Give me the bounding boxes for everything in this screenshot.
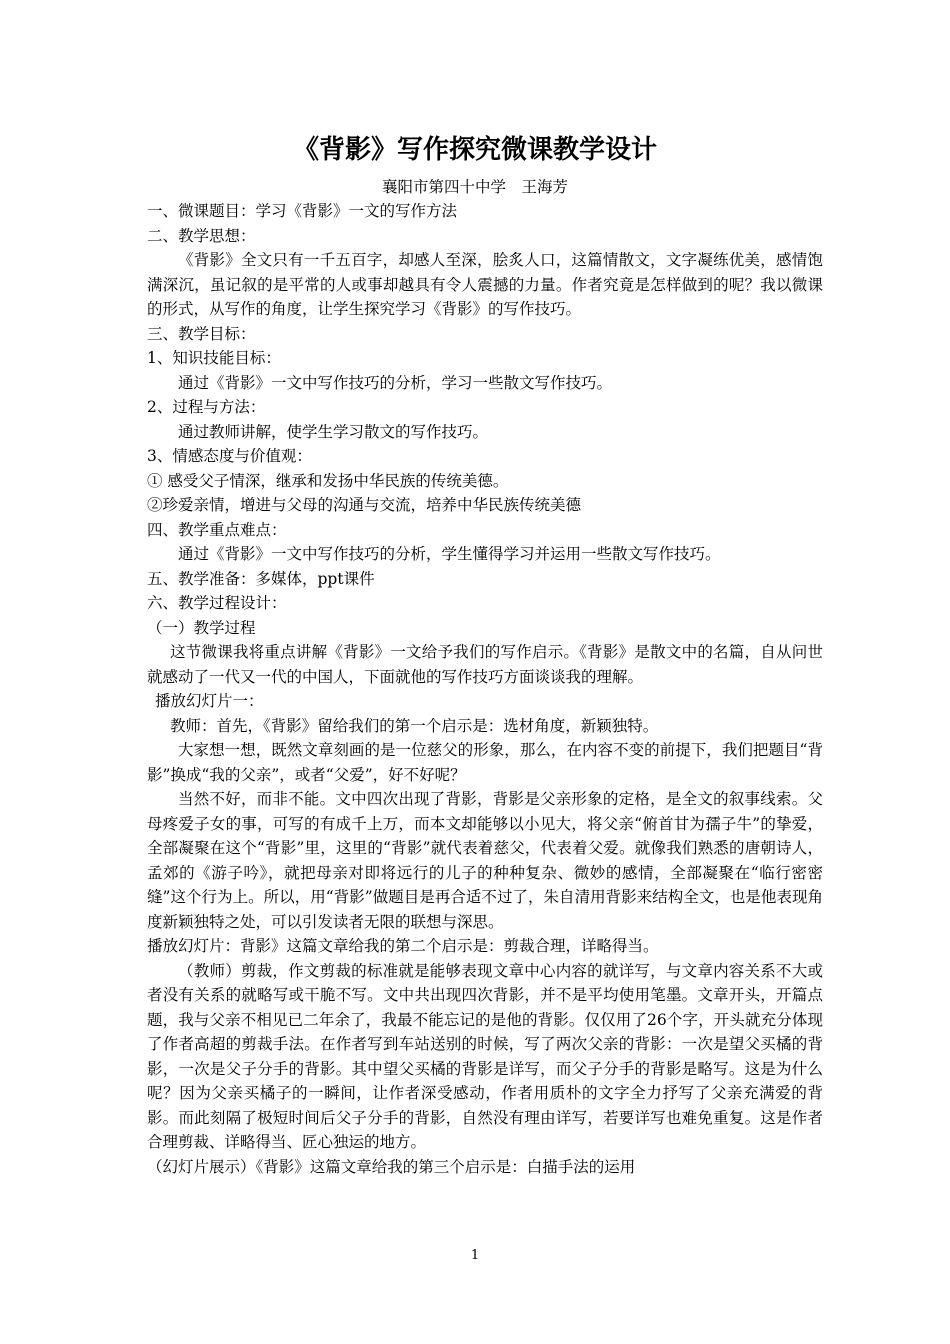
paragraph-thought: 《背影》全文只有一千五百字，却感人至深，脍炙人口，这篇情散文，文字凝练优美，感情饱满深沉，虽记叙的是平常的人或事却越具有令人震撼的力量。作者究竟是怎样做到的呢？我以微课的形式，从写作的角度，让学生探究学习《背影》的写作技巧。	[147, 251, 823, 318]
goal-3-item-2: ②珍爱亲情，增进与父母的沟通与交流，培养中华民族传统美德	[147, 496, 582, 514]
section-topic: 一、微课题目：学习《背影》一文的写作方法	[147, 202, 458, 220]
key-text: 通过《背影》一文中写作技巧的分析，学生懂得学习并运用一些散文写作技巧。	[178, 545, 721, 563]
goal-1-text: 通过《背影》一文中写作技巧的分析，学习一些散文写作技巧。	[178, 373, 613, 392]
document-body	[147, 199, 823, 1179]
paragraph-answer: 当然不好，而非不能。文中四次出现了背影，背影是父亲形象的定格，是全文的叙事线索。父母疼爱子女的事，可写的有成千上万，而本文却能够以小见大，将父亲“俯首甘为孺子牛”的挚爱，全部凝聚在这个“背影”里，这里的“背影”就代表着慈父，代表着父爱。就像我们熟悉的唐朝诗人，孟郊的《游子吟》，就把母亲对即将远行的儿子的种种复杂、微妙的感情，全部凝聚在“临行密密缝”这个行为上。所以，用“背影”做题目是再合适不过了，朱自清用背影来结构全文，也是他表现角度新颖独特之处，可以引发读者无限的联想与深思。	[147, 790, 823, 931]
slide-3-label: （幻灯片展示）《背影》这篇文章给我的第三个启示是：白描手法的运用	[147, 1157, 636, 1176]
goal-2-text: 通过教师讲解，使学生学习散文的写作技巧。	[178, 422, 489, 441]
goal-3-item-1: ① 感受父子情深，继承和发扬中华民族的传统美德。	[147, 471, 509, 490]
author-line: 襄阳市第四十中学 王海芳	[381, 178, 568, 196]
paragraph-think: 大家想一想，既然文章刻画的是一位慈父的形象，那么，在内容不变的前提下，我们把题目“背影”换成“我的父亲”，或者“父爱”，好不好呢？	[147, 741, 823, 784]
paragraph-cut: （教师）剪裁，作文剪裁的标准就是能够表现文章中心内容的就详写，与文章内容关系不大或者没有关系的就略写或干脆不写。文中共出现四次背影，并不是平均使用笔墨。文章开头，开篇点题，我与父亲不相见已二年余了，我最不能忘记的是他的背影。仅仅用了26个字，开头就充分体现了作者高超的剪裁手法。在作者写到车站送别的时候，写了两次父亲的背影：一次是望父买橘的背影，一次是父子分手的背影。其中望父买橘的背影是详写，而父子分手的背影是略写。这是为什么呢？因为父亲买橘子的一瞬间，让作者深受感动，作者用质朴的文字全力抒写了父亲充满爱的背影。而此刻隔了极短时间后父子分手的背影，自然没有理由详写，若要详写也难免重复。这是作者合理剪裁、详略得当、匠心独运的地方。	[147, 961, 823, 1151]
goal-2-heading: 2、过程与方法：	[147, 398, 266, 416]
slide-2-label: 播放幻灯片：背影》这篇文章给我的第二个启示是：剪裁合理，详略得当。	[147, 937, 659, 955]
section-heading-process: 六、教学过程设计：	[147, 594, 287, 612]
document-title: 《背影》写作探究微课教学设计	[292, 135, 657, 165]
slide-1-label: 播放幻灯片一：	[155, 692, 264, 710]
goal-3-heading: 3、情感态度与价值观：	[147, 447, 312, 465]
section-prep: 五、教学准备：多媒体，ppt课件	[147, 569, 375, 588]
paragraph-intro: 这节微课我将重点讲解《背影》一文给予我们的写作启示。《背影》是散文中的名篇，自从问世就感动了一代又一代的中国人，下面就他的写作技巧方面谈谈我的理解。	[147, 643, 823, 686]
page-number: 1	[470, 1248, 480, 1263]
section-heading-key: 四、教学重点难点：	[147, 520, 287, 539]
section-heading-goals: 三、教学目标：	[147, 324, 256, 343]
teacher-first-hint: 教师：首先，《背影》留给我们的第一个启示是：选材角度，新颖独特。	[170, 716, 659, 735]
goal-1-heading: 1、知识技能目标：	[147, 349, 281, 367]
section-heading-thought: 二、教学思想：	[147, 226, 256, 245]
process-subheading: （一）教学过程	[147, 618, 256, 637]
